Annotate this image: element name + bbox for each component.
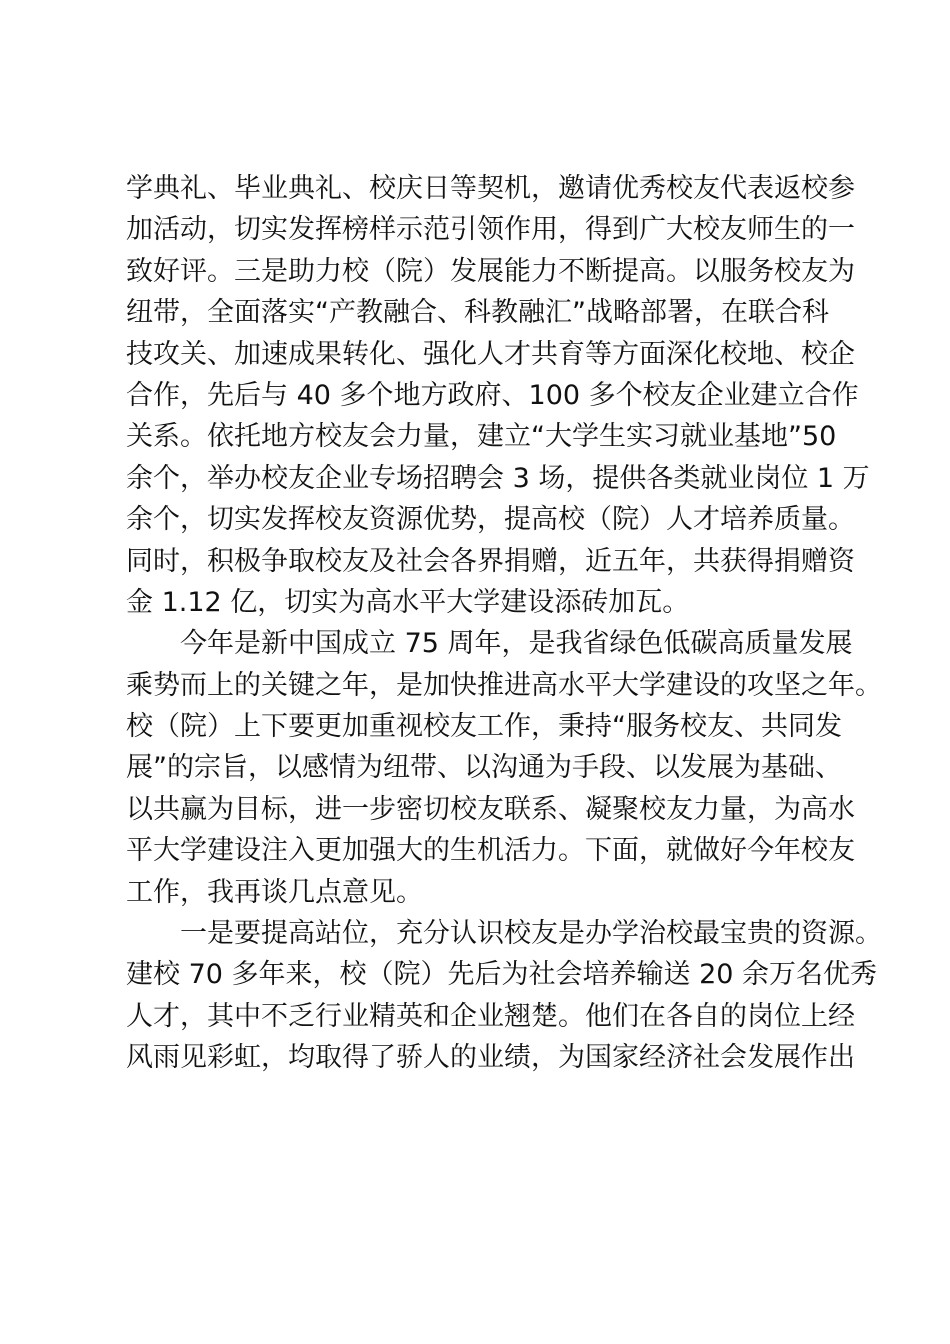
paragraph-first-line: 今年是新中国成立 75 周年，是我省绿色低碳高质量发展 xyxy=(180,628,853,660)
text-line: 平大学建设注入更加强大的生机活力。下面，就做好今年校友 xyxy=(126,835,855,867)
text-line: 同时，积极争取校友及社会各界捐赠，近五年，共获得捐赠资 xyxy=(126,545,855,577)
text-line: 建校 70 多年来，校（院）先后为社会培养输送 20 余万名优秀 xyxy=(126,959,878,991)
text-line: 风雨见彩虹，均取得了骄人的业绩，为国家经济社会发展作出 xyxy=(126,1042,855,1074)
text-line: 加活动，切实发挥榜样示范引领作用，得到广大校友师生的一 xyxy=(126,214,855,246)
paragraph-first-line: 一是要提高站位，充分认识校友是办学治校最宝贵的资源。 xyxy=(180,918,882,950)
text-line: 工作，我再谈几点意见。 xyxy=(126,876,423,908)
text-line: 校（院）上下要更加重视校友工作，秉持“服务校友、共同发 xyxy=(126,711,842,743)
text-line: 技攻关、加速成果转化、强化人才共育等方面深化校地、校企 xyxy=(126,338,855,370)
text-line: 致好评。三是助力校（院）发展能力不断提高。以服务校友为 xyxy=(126,255,855,287)
text-line: 余个，切实发挥校友资源优势，提高校（院）人才培养质量。 xyxy=(126,504,855,536)
document-body xyxy=(126,168,882,1079)
text-line: 展”的宗旨，以感情为纽带、以沟通为手段、以发展为基础、 xyxy=(126,752,842,784)
text-line: 以共赢为目标，进一步密切校友联系、凝聚校友力量，为高水 xyxy=(126,793,855,825)
text-line: 人才，其中不乏行业精英和企业翘楚。他们在各自的岗位上经 xyxy=(126,1000,855,1032)
text-line: 余个，举办校友企业专场招聘会 3 场，提供各类就业岗位 1 万 xyxy=(126,462,870,494)
text-line: 合作，先后与 40 多个地方政府、100 多个校友企业建立合作 xyxy=(126,379,859,411)
text-line: 关系。依托地方校友会力量，建立“大学生实习就业基地”50 xyxy=(126,421,837,453)
text-line: 乘势而上的关键之年，是加快推进高水平大学建设的攻坚之年。 xyxy=(126,669,882,701)
text-line: 金 1.12 亿，切实为高水平大学建设添砖加瓦。 xyxy=(126,586,690,618)
text-line: 纽带，全面落实“产教融合、科教融汇”战略部署，在联合科 xyxy=(126,297,829,329)
text-line: 学典礼、毕业典礼、校庆日等契机，邀请优秀校友代表返校参 xyxy=(126,173,855,204)
